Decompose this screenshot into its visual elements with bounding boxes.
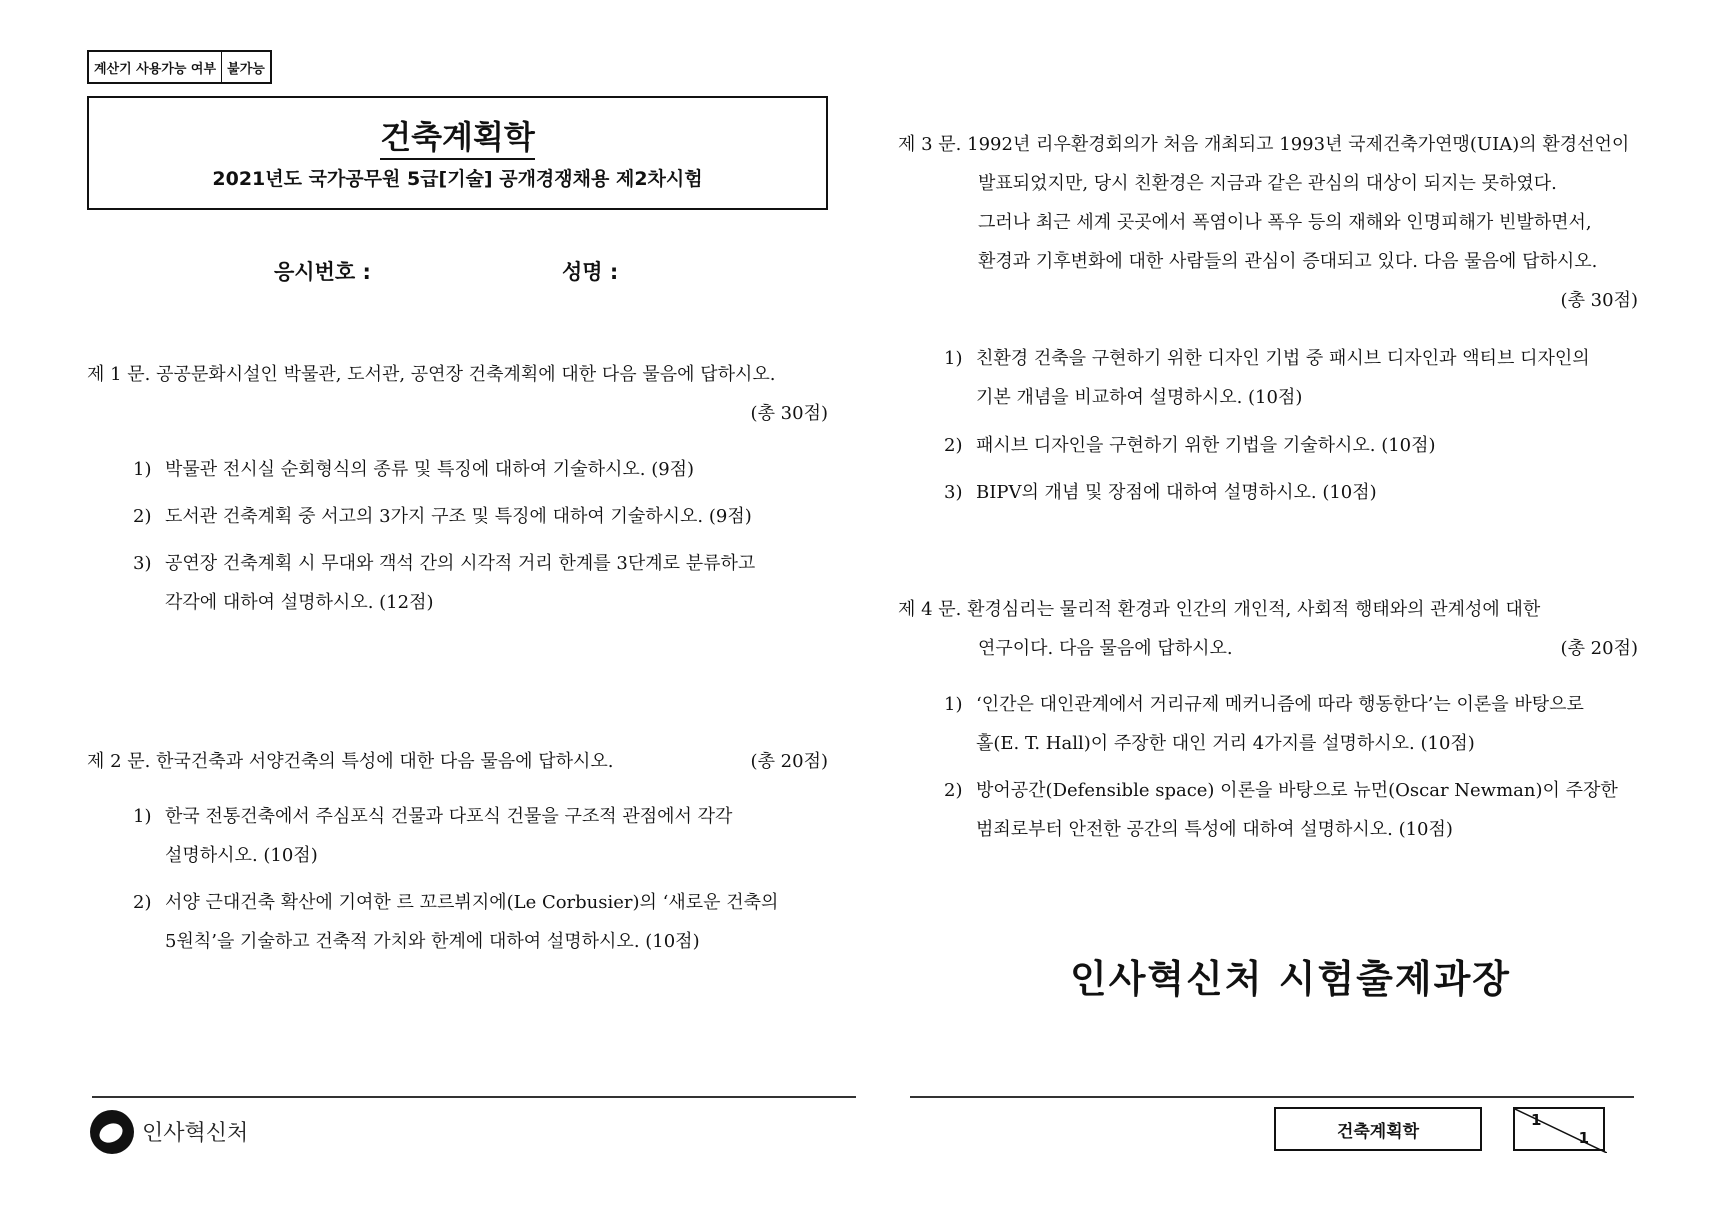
- calculator-usage-box: [87, 50, 272, 84]
- list-item: 3) 공연장 건축계획 시 무대와 객석 간의 시각적 거리 한계를 3단계로 분류하고 각각에 대하여 설명하시오. (12점): [133, 553, 756, 613]
- calculator-value: 불가능: [227, 61, 265, 77]
- footer-org-name: 인사혁신처: [142, 1121, 249, 1146]
- question-1-items: [133, 450, 828, 489]
- question-3-total: (총 30점): [1560, 290, 1638, 311]
- question-2-total: (총 20점): [750, 751, 828, 772]
- question-4-total: (총 20점): [1560, 638, 1638, 659]
- page-divider-icon: [1515, 1109, 1607, 1153]
- name-label: 성명 :: [562, 260, 619, 284]
- list-item: 2) 도서관 건축계획 중 서고의 3가지 구조 및 특징에 대하여 기술하시오. (9점): [133, 506, 752, 527]
- exam-number-label: 응시번호 :: [274, 260, 371, 284]
- footer-divider-right: [910, 1096, 1634, 1098]
- taegeuk-logo-icon: [90, 1110, 134, 1154]
- question-1-total: (총 30점): [750, 403, 828, 424]
- list-item: 2) 서양 근대건축 확산에 기여한 르 꼬르뷔지에(Le Corbusier)의 ‘새로운 건축의 5원칙’을 기술하고 건축적 가치와 한계에 대하여 설명하시오. (10점): [133, 892, 779, 952]
- exam-title: 건축계획학: [89, 112, 826, 158]
- list-item: 1) 박물관 전시실 순회형식의 종류 및 특징에 대하여 기술하시오. (9점): [133, 459, 695, 480]
- question-1-text: 제 1 문. 공공문화시설인 박물관, 도서관, 공연장 건축계획에 대한 다음 물음에 답하시오.: [87, 364, 776, 385]
- exam-title-box: [87, 96, 828, 210]
- list-item: 3) BIPV의 개념 및 장점에 대하여 설명하시오. (10점): [944, 482, 1377, 503]
- page-total: 1: [1578, 1129, 1589, 1147]
- page-current: 1: [1531, 1111, 1542, 1129]
- calculator-label: 계산기 사용가능 여부: [89, 52, 222, 82]
- list-item: 1) ‘인간은 대인관계에서 거리규제 메커니즘에 따라 행동한다’는 이론을 바탕으로 홀(E. T. Hall)이 주장한 대인 거리 4가지를 설명하시오. (10점): [944, 694, 1584, 754]
- footer-divider-left: [92, 1096, 856, 1098]
- question-2-text: 제 2 문. 한국건축과 서양건축의 특성에 대한 다음 물음에 답하시오.: [87, 751, 614, 772]
- question-3: 제 3 문. 1992년 리우환경회의가 처음 개최되고 1993년 국제건축가연맹(UIA)의 환경선언이 발표되었지만, 당시 친환경은 지금과 같은 관심의 대상이 되지는 못하였다. 그러나 최근 세계 곳곳에서 폭염이나 폭우 등의 재해와 인명피해가 빈발하면서, 환경과 기후변화에 대한 사람들의 관심이 증대되고 있다. 다음 물음에 답하시오. (총 30점): [898, 125, 1638, 320]
- list-item: 1) 친환경 건축을 구현하기 위한 디자인 기법 중 패시브 디자인과 액티브 디자인의 기본 개념을 비교하여 설명하시오. (10점): [944, 348, 1590, 408]
- question-1: [87, 355, 828, 433]
- page-indicator: [1513, 1107, 1605, 1151]
- list-item: 2) 패시브 디자인을 구현하기 위한 기법을 기술하시오. (10점): [944, 435, 1436, 456]
- exam-subtitle: 2021년도 국가공무원 5급[기술] 공개경쟁채용 제2차시험: [212, 168, 703, 190]
- list-item: 2) 방어공간(Defensible space) 이론을 바탕으로 뉴먼(Oscar Newman)이 주장한 범죄로부터 안전한 공간의 특성에 대하여 설명하시오. (10점): [944, 780, 1618, 840]
- question-2: [87, 742, 828, 781]
- footer-subject-box: 건축계획학: [1274, 1107, 1482, 1151]
- list-item: 1) 한국 전통건축에서 주심포식 건물과 다포식 건물을 구조적 관점에서 각각 설명하시오. (10점): [133, 806, 733, 866]
- question-4: 제 4 문. 환경심리는 물리적 환경과 인간의 개인적, 사회적 행태와의 관계성에 대한 연구이다. 다음 물음에 답하시오. (총 20점): [898, 590, 1638, 668]
- issuer-signature: 인사혁신처 시험출제과장: [1070, 957, 1512, 1001]
